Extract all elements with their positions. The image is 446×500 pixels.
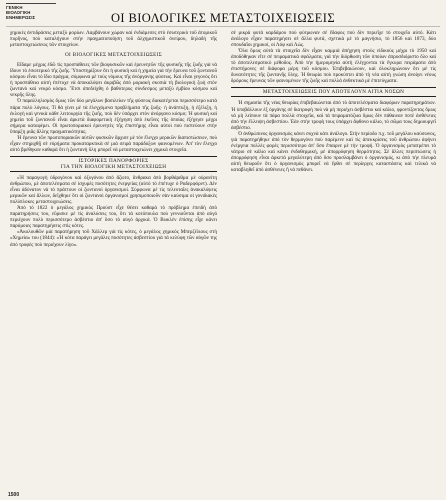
section-heading-line: ΓΙΑ ΤΗΝ ΒΙΟΛΟΓΙΚΗ ΜΕΤΑΣΤΟΙΧΕΙΩΣΗ [60, 163, 167, 170]
article-title: ΟΙ ΒΙΟΛΟΓΙΚΕΣ ΜΕΤΑΣΤΟΙΧΕΙΩΣΕΙΣ [110, 11, 336, 25]
paragraph: Ἡ ἔρευνα τῶν πρωτοποριακῶν αὐτῶν φυσικῶν ἄρχισε μὲ τὸν ἔλεγχο μερικῶν διαπιστώσεων, ποὺ εἶχαν στηριχθῇ σὲ εὐρήματα προκαταρκτικὰ σὲ μιὰ σειρὰ παράδοξων φαινομένων. Ἀπ' τὸν ἔλεγχο αὐτὸ βρέθηκαν καθαρὰ ὅτι ἡ ζωντανὴ ὕλη μπορεῖ νὰ μεταστοιχειώνει χημικὰ στοιχεῖα. [10, 134, 217, 153]
title-divider [6, 26, 440, 27]
paragraph: Ὁ ἀνθρώπινος ὀργανισμὸς κάνει συχνὰ κάτι ἀνάλογο. Στὴν περίοδο π.χ. τοῦ μεγάλου καύσωνος, γιὰ παρατηρήθηκε ἀπὸ τὸν θερμογόνο ποὺ παρέμενε καὶ τὶς ἀπεκκρίσεις τοῦ ἀνθρώπου ἀφήνει ἐνέργεια πολλὲς φορὲς περισσότερο ἀπ' ὅσο ἔπαιρνε μὲ τὴν τροφή. Ὁ ὀργανισμὸς μετατρέπει τὸ νάτριο σὲ κάλιο καὶ κάνει ἐνδοθερμική, μὲ ἀπορρόφηση θερμότητος. Σὲ ἄλλες περιπτώσεις ἡ ἀπορρόφηση εἶναι ἀρκετὰ μεγαλύτερη ἀπὸ ὅσο προσλαμβάνει ὁ ὀργανισμός, κι ἀπὸ τὴν πλευρὰ αὐτὴ θεωροῦν ὅτι ὁ ὀργανισμὸς μπορεῖ νὰ ἔρθει σὲ περίεργες καταστάσεις καὶ τελικὰ νὰ καταβληθεῖ ἀπὸ ἀσθένειες ἢ νὰ πεθάνει. [231, 130, 436, 173]
paragraph: Ἀπὸ τὸ 1822 ὁ μεγάλος χημικὸς Προύστ εἶχε θέσει καθαρὰ τὸ πρόβλημα ἐπειδὴ ἀπὸ παρατηρήσεις του, εὕρισκε μὲ τὶς ἀναλύσεις του, ὅτι τὰ κοτόπουλα ποὺ γεννιοῦνται ἀπὸ αὐγό περιέχουν πολὺ περισσότερο ἀσβέστιο ἀπ' ὅσο τὸ αὐγό ἀρχικά. Ὁ Βωκλὲν ἐπίσης εἶχε κάνει παρόμοιες παρατηρήσεις στὶς κότες. [10, 205, 217, 230]
right-column [231, 30, 436, 173]
paragraph: «Ἀκολουθῶν μιὰ παρατήρηση τοῦ Χάλλερ γιὰ τὶς κότες, ὁ μεγάλος χημικὸς Μπερζέλιους στὴ «Χημεία» του (1844): «Ἡ κότα παράγει μεγάλες ποσότητες ἀσβεστίου γιὰ τὰ κελύφη τῶν αὐγῶν της ἀπὸ τροφὲς ποὺ περιέχουν λίγο». [10, 229, 217, 248]
section-heading-text: ΟΙ ΒΙΟΛΟΓΙΚΕΣ ΜΕΤΑΣΤΟΙΧΕΙΩΣΕΙΣ [65, 52, 162, 59]
header-line: ΕΝΗΜΕΡΩΣΙΣ [6, 15, 36, 20]
paragraph: Ὁ παραλληλισμὸς ὅμως τῶν δύο μεγάλων βασιλείων τῆς φύσεως διακατέχεται περισσότερο κατὰ πάρα πολὺ λόγους. Τί θὰ γίνει μὲ τὰ ἐλεγχόμενα προβλήματα τῆς ζωῆς· ἡ ἀνάπτυξη, ἡ ἐξέλιξη, ἡ ἐκλογὴ καὶ γενικὰ κάθε λειτουργία τῆς ζωῆς, ποὺ δὲν ὑπάρχει στὸν ἀνόργανο κόσμο; Ἡ φυσικὴ καὶ χημεία τοῦ ζωντανοῦ εἶναι ἀρκετὰ διαφορετικὴ ἐξήγηση ἀπὸ ἐκεῖνες τῆς ὁποίας ἐξήγησε μέχρι σήμερα καταφέρει. Οἱ πρωτοποριακοὶ ἐρευνητὲς τῆς ἐπιστήμης εἶναι αὐτοὶ ποὺ πιστεύουν στὴν ὕπαρξη μιᾶς ἄλλης πραγματικότητας. [10, 98, 217, 135]
section-heading-text: ΜΕΤΑΣΤΟΙΧΕΙΩΣΕΙΣ ΠΟΥ ΑΠΟΤΕΛΟΥΝ ΑΙΤΙΑ ΝΟΣΩΝ [262, 89, 405, 96]
header-line: ΓΕΝΙΚΗ [6, 5, 23, 10]
paragraph: Ἡ σημασία τῆς νέας θεωρίας ἐπιβεβαιώνεται ἀπὸ τὸ ἀποτελέσματα διαφόρων παρατηρημάτων. Ἡ ὑποβάλλουν ἐξ ὀργάνης σὲ διατροφὴ ποὺ νὰ μὴ περιέχει ἀσβέστιο καὶ κάλιο, φροντίζοντας ὅμως νὰ μὴ λείπουν τὰ πάρα πολλὰ στοιχεῖα, καὶ τὰ πειραματόζωα ὅμως δὲν πάθαιναν ποτὲ ἀσθένειες ἀπὸ τὴν ἔλλειψη ἀσβεστίου. Ἐὰν στὴν τροφὴ τους ὑπάρχει ἄφθονο κάλιο, τὸ σῶμα τους δημιουργεῖ ἀσβέστιο. [231, 100, 436, 131]
header-line: ΒΙΟΛΟΓΙΚΗ [6, 10, 31, 15]
paragraph: «Ἡ παραγωγὴ ὑδρογόνου καὶ ὀξυγόνου ἀπὸ ἄζωτο, ἄνθρακα ἀπὸ βορθάριθμα μὲ οὐρανίτη ἀνθρώπου, μὲ ἀποτελέσματα σὲ ἰσχυρὲς ποσότητες ἐνεργείας (αὐτὸ τὸ ἐπέτυχε ὁ Ραδερφόρντ). Δὲν εἶναι ἀδύνατον νὰ τὸ πράττουν οἱ ζωντανοὶ ὀργανισμοί. Σύμφωνα μὲ τὶς τελευταῖες ἀνακαλύψεις μερικῶν καὶ ἄλλων, δεῖχθηκε ὅτι οἱ ζωντανοὶ ὀργανισμοὶ χρησιμοποιοῦν σὰν καύσιμα οἱ γονιδιακὲς πολύπλοκες μεταστοιχειώσεις. [10, 174, 217, 206]
paragraph: χημικὲς ἀντιδράσεις μεταξὺ μορίων. Λαμβάνουν χώραν καὶ ἐνδιάμεσες στὸ ἐσωτερικὸ τοῦ ἀτομικοῦ πυρῆνος, ποὺ καταλήγουν στὴν πραγματοποίηση τοῦ ἀλχημιστικοῦ ὀνείρου, δηλαδὴ τῆς μεταστοιχειώσεως τῶν στοιχείων. [10, 30, 217, 49]
section-heading [10, 51, 217, 59]
paragraph: Εἴδαμε μέχρις ἐδῶ τὶς προσπάθειες τῶν βιοφυσικῶν καὶ ἐρευνητῶν τῆς φυσικῆς τῆς ζωῆς γιὰ νὰ ἴδουν τὸ ἐσωτερικὸ τῆς ζωῆς. Ὑποστηρίζουν ὅτι ἡ φυσικὴ καὶ ἡ χημεία γιὰ τὴν ἔρευνα τοῦ ζωντανοῦ κόσμου εἶναι τὸ ἴδιο πράγμα, σύμφωνα μὲ τοὺς νόμους τῆς ἀνόργανης φύσεως. Καὶ εἶναι γεγονὸς ὅτι ἡ προσπάθεια αὐτὴ ἐπέτυχε νὰ ἀποκαλύψει ἀκριβῶς ἀπὸ μοριακὴ σκοπιὰ τὴ βιολογικὴ ζωὴ στὸν ζωντανὸ καὶ νεκρὸ κόσμο. Ἔτσι ἀπεδείχθη ὁ βαθύτερος σύνδεσμος μεταξὺ ἐμβίου κόσμου καὶ νεκρῆς ὕλης. [10, 62, 217, 99]
section-heading [10, 156, 217, 172]
left-column [10, 30, 217, 248]
page-number: 1500 [8, 492, 20, 498]
paragraph: Ὅλα ὅμως αὐτὰ τὰ στοιχεῖα δὲν εἶχαν καμμιὰ ἀπήχηση στοὺς εἰδικοὺς μέχρι τὸ 1950 καὶ ἀποδόθηκαν εἴτε σὲ πειραματικὰ σφάλματα, γιὰ τὴν διόρθωση τῶν ὁποίων ἀπροσδιόριστο ὅλο καὶ τὸ ἀποτελεσματικὸ μέθοδος. Ἀπὸ τὴν ἡμερομηνία αὐτὴ ἐλέγχονται τὰ ἔγκυρα πειράματα ἀπὸ ἐπιστήμονες σὲ διάφορα μέρη τοῦ κόσμου. Ἐπιβεβαιώνουν, καὶ ὀλοκληρώνουν ὅτι μὲ τὶς δυνατότητες τῆς ζωντανῆς ὕλης. Ἡ θεωρία ποὺ προκύπτει ἀπὸ τὴ νέα αὐτὴ γνώση ἀνοίγει νέους δρόμους ἔρευνας τῶν φαινομένων τῆς ζωῆς καὶ πολλὰ ἀνθεκτικά μὲ ἐπιτεύγματα. [231, 48, 436, 85]
paragraph: σὲ μικρὰ φυτὰ καρδάμου ποὺ φύτρωναν σὲ ἔδαφος ποὺ δὲν περιεῖχε τὸ στοιχεῖο αὐτό. Κάτι ἀνάλογο εἶχαν παρατηρήσει σὲ ἄλλα φυτά, σχετικὰ μὲ τὸ μαγνήσιο, τὸ 1856 καὶ 1873, δύο σπουδαῖοι χημικοί, οἱ Λόφ καὶ Λὼς. [231, 30, 436, 49]
section-heading [231, 87, 436, 97]
section-heading-line: ΙΣΤΟΡΙΚΕΣ ΠΑΝΟΡΦΟΡΙΕΣ [78, 157, 149, 164]
